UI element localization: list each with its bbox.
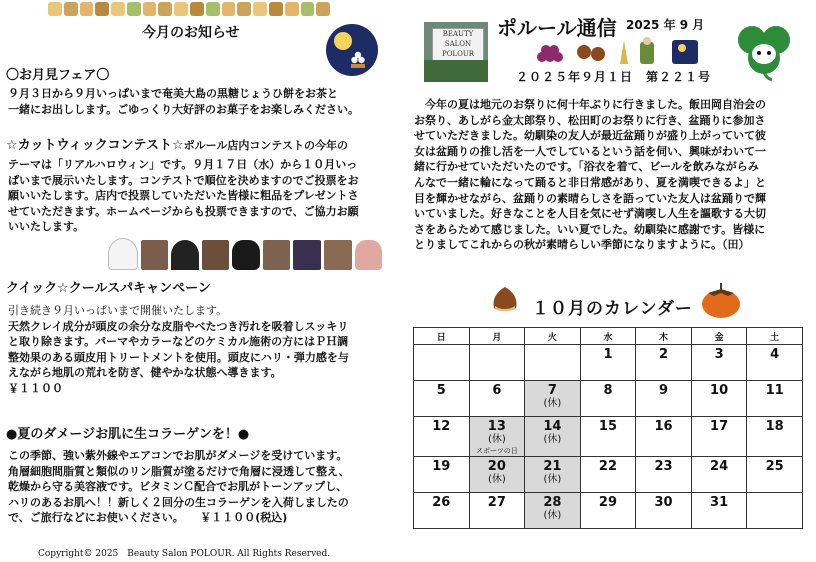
newsletter-title: ポルール通信 (497, 16, 617, 40)
calendar-day-cell (747, 457, 803, 493)
calendar-day-cell (414, 457, 470, 493)
calendar-day-cell (469, 381, 525, 417)
day-number: 22 (598, 459, 618, 474)
calendar-day-cell (636, 345, 692, 381)
day-number: 7 (547, 383, 557, 398)
calendar-title: １０月のカレンダー (532, 299, 693, 319)
cool-spa-heading: クイック☆クールスパキャンペーン (6, 281, 211, 296)
issue-number: ２０２５年９月１日 第２２１号 (516, 70, 712, 84)
calendar-day-cell (525, 493, 581, 529)
calendar-day-cell (747, 417, 803, 457)
day-number: 21 (543, 459, 562, 474)
holiday-label: (休) (487, 434, 506, 445)
holiday-label: (休) (543, 398, 562, 409)
weekday-header: 日 (414, 328, 470, 345)
holiday-label: (休) (543, 474, 562, 485)
calendar-week-row (414, 345, 803, 381)
calendar-day-cell (691, 381, 747, 417)
day-number: 3 (714, 347, 724, 362)
autumn-fruits-icon (532, 36, 722, 66)
weekday-header: 火 (525, 328, 581, 345)
calendar-day-cell (414, 493, 470, 529)
calendar-day-cell (636, 493, 692, 529)
moon-fair-text: ９月３日から９月いっぱいまで奄美大島の黒糖じょうひ餅をお茶と 一緒にお出しします。ごゆっくり大好評のお菓子をお楽しみください。 (8, 87, 360, 116)
halloween-illustrations (108, 236, 382, 270)
calendar-week-row (414, 493, 803, 529)
calendar-day-cell (691, 417, 747, 457)
holiday-label: (休) (487, 474, 506, 485)
holiday-label: (休) (543, 510, 562, 521)
calendar-day-cell (636, 417, 692, 457)
calendar-day-cell (580, 381, 636, 417)
haunted-house-icon (293, 240, 321, 270)
event-label: スポーツの日 (475, 447, 518, 455)
day-number: 1 (603, 347, 613, 362)
copyright: Copyright© 2025 Beauty Salon POLOUR. All Rights Reserved. (38, 549, 331, 559)
leaf-decoration-border (48, 2, 330, 20)
calendar-day-cell (580, 457, 636, 493)
wig-photo (324, 240, 352, 270)
day-number: 30 (654, 495, 673, 510)
day-number: 16 (654, 419, 673, 434)
collagen-text: この季節、強い紫外線やエアコンでお肌がダメージを受けています。 角層細胞間脂質と類似のリン脂質が塗るだけで角層に浸透して整え、 乾燥から守る美容液です。ビタミンＣ配合でお肌がトーンアップし、 ハリのあるお肌へ！！新しく２回分の生コラーゲンを入荷しましたの で、ご旅行などにお使いください。 ￥１１００(税込) (8, 449, 350, 524)
holiday-label: (休) (543, 434, 562, 445)
calendar-day-cell (691, 457, 747, 493)
day-number: 9 (659, 383, 669, 398)
bat-icon (171, 240, 199, 270)
calendar-day-cell (414, 381, 470, 417)
persimmon-icon (698, 280, 744, 320)
day-number: 14 (543, 419, 562, 434)
calendar-day-cell (580, 345, 636, 381)
weekday-header: 金 (691, 328, 747, 345)
wig-photo (141, 240, 169, 270)
calendar-day-cell (747, 493, 803, 529)
calendar-day-cell (636, 457, 692, 493)
calendar-day-cell (525, 457, 581, 493)
day-number: 4 (770, 347, 780, 362)
collagen-heading: ●夏のダメージお肌に生コラーゲンを！● (6, 427, 250, 442)
notice-title: 今月のお知らせ (142, 25, 240, 41)
calendar-day-cell (469, 345, 525, 381)
girl-icon (355, 240, 383, 270)
day-number: 5 (436, 383, 446, 398)
wig-photo (263, 240, 291, 270)
calendar-day-cell (414, 345, 470, 381)
calendar-day-cell (691, 493, 747, 529)
day-number: 23 (654, 459, 673, 474)
weekday-header: 水 (580, 328, 636, 345)
calendar-day-cell (414, 417, 470, 457)
cool-spa-text: 引き続き９月いっぱいまで開催いたします。 天然クレイ成分が頭皮の余分な皮脂やべたつき汚れを吸着しスッキリ と取り除きます。パーマやカラーなどのケミカル施術の方にはＰＨ調 整効果のある頭皮用トリートメントを使用。頭皮にハリ・弾力感を与 えながら地肌の荒れを防ぎ、健やかな状態へ導きます。 ￥１１００ (8, 304, 349, 395)
day-number: 24 (710, 459, 729, 474)
day-number: 2 (659, 347, 669, 362)
day-number: 19 (432, 459, 451, 474)
wig-contest-text: テーマは「リアルハロウィン」です。９月１７日（水）から１０月いっ ぱいまで展示いたします。コンテストで順位を決めますのでご投票をお 願いいたします。店内で投票していただいた皆様に粗品をプレゼントさ せていただきます。ホームページからも投票できますので、ご協力お願 いいたします。 (8, 158, 359, 233)
newsletter-year: 2025 年 9 月 (626, 18, 705, 32)
calendar-day-cell (747, 381, 803, 417)
calendar-week-row (414, 417, 803, 457)
wig-contest-heading: ☆カットウィックコンテスト☆ポルール店内コンテストの今年の (6, 138, 348, 153)
day-number: 26 (432, 495, 451, 510)
salon-sign-photo: BEAUTY SALON POLOUR (424, 22, 488, 82)
calendar-week-row (414, 381, 803, 417)
day-number: 8 (603, 383, 613, 398)
calendar-day-cell (580, 417, 636, 457)
ghost-icon (108, 238, 138, 270)
calendar-day-cell (469, 457, 525, 493)
weekday-header: 木 (636, 328, 692, 345)
calendar-day-cell (636, 381, 692, 417)
day-number: 15 (598, 419, 618, 434)
calendar-day-cell (469, 417, 525, 457)
day-number: 18 (765, 419, 784, 434)
october-calendar (413, 327, 803, 529)
wig-photo (202, 240, 230, 270)
calendar-day-cell (525, 345, 581, 381)
day-number: 27 (487, 495, 506, 510)
day-number: 10 (710, 383, 729, 398)
day-number: 12 (432, 419, 451, 434)
calendar-day-cell (469, 493, 525, 529)
day-number: 28 (543, 495, 562, 510)
calendar-week-row (414, 457, 803, 493)
weekday-header: 月 (469, 328, 525, 345)
newsletter-article: 今年の夏は地元のお祭りに何十年ぶりに行きました。飯田岡自治会の お祭り、あしがら金太郎祭り、松田町のお祭りに行き、盆踊りに参加さ せていただきました。幼馴染の友人が最近盆踊りが盛り上がっていて彼 女は盆踊りの推し活を一人でしているという話を伺い、興味がわいて一 緒に行かせていただいたのです。「浴衣を着て、ビールを飲みながらみ んなで一緒に輪になって踊ると非日常感があり、夏を満喫できるよ」と 目を輝かせながら、盆踊りの素晴らしさを語っていた友人は盆踊りで輝 いていました。好きなことを人目を気にせず満喫し人生を謳歌する大切 さをあらためて感じました。いい夏でした。幼馴染に感謝です。皆様に とりましてこれからの秋が素晴らしい季節になりますように。（田） (414, 98, 766, 252)
calendar-day-cell (525, 381, 581, 417)
day-number: 13 (487, 419, 506, 434)
clover-mascot-icon (732, 20, 798, 82)
day-number: 31 (710, 495, 729, 510)
day-number: 25 (765, 459, 784, 474)
black-cat-icon (232, 240, 260, 270)
day-number: 20 (487, 459, 506, 474)
moon-viewing-icon (326, 24, 378, 76)
calendar-day-cell (580, 493, 636, 529)
chestnut-icon (490, 284, 520, 314)
calendar-day-cell (747, 345, 803, 381)
day-number: 6 (492, 383, 502, 398)
moon-fair-heading: 〇お月見フェア〇 (6, 68, 110, 83)
calendar-day-cell (525, 417, 581, 457)
weekday-header: 土 (747, 328, 803, 345)
day-number: 11 (765, 383, 784, 398)
calendar-day-cell (691, 345, 747, 381)
day-number: 17 (710, 419, 729, 434)
day-number: 29 (598, 495, 618, 510)
